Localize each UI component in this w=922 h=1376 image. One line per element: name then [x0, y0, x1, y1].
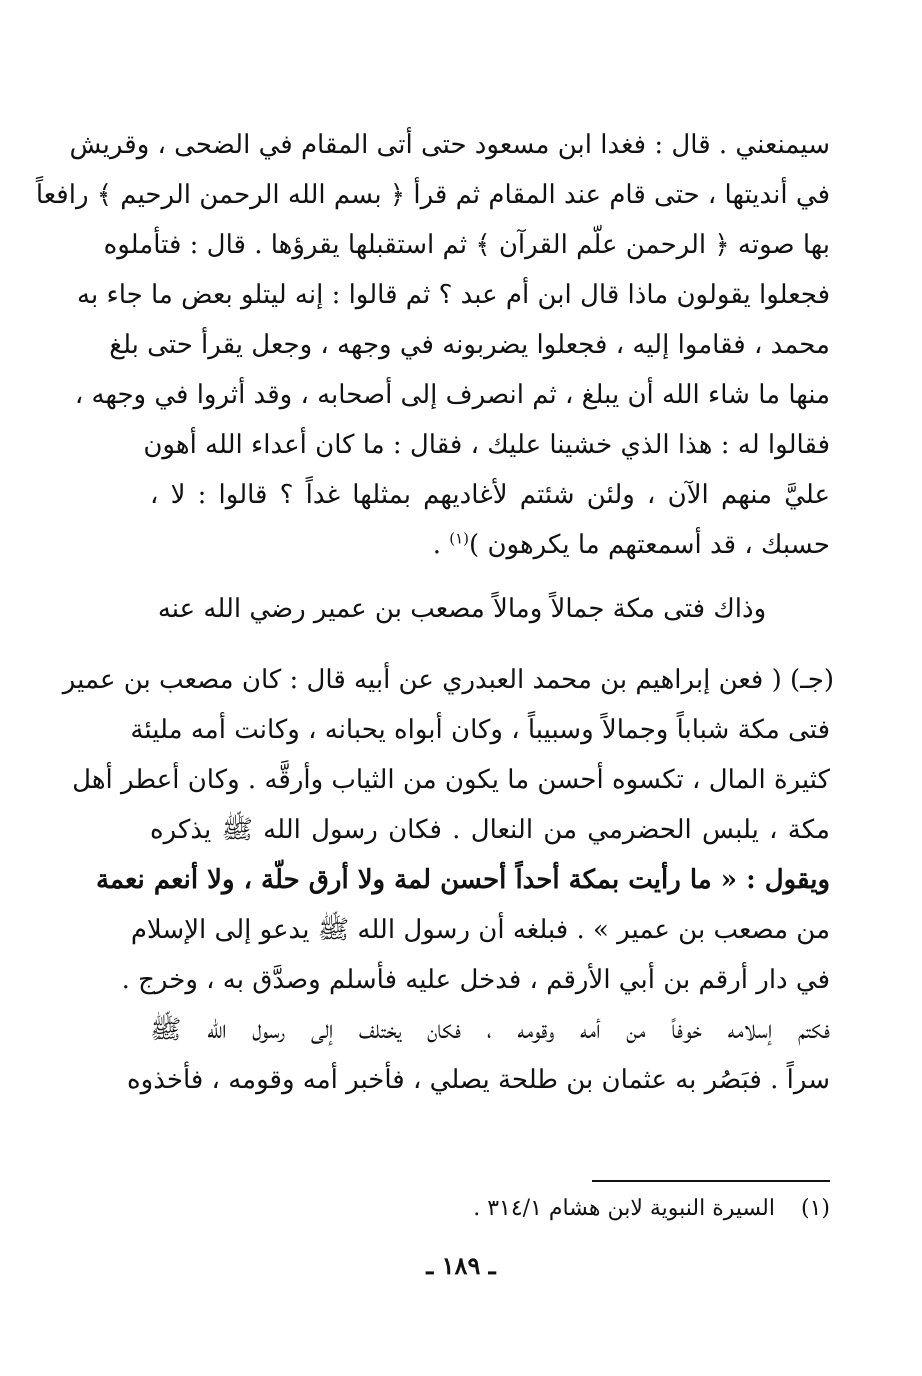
text-line: فجعلوا يقولون ماذا قال ابن أم عبد ؟ ثم قالوا : إنه ليتلو بعض ما جاء به: [77, 280, 830, 310]
page-number: ـ ١٨٩ ـ: [426, 1251, 496, 1280]
text-line: فكتم إسلامه خوفاً من أمه وقومه ، فكان يختلف إلى رسول الله ﷺ: [150, 1015, 830, 1045]
text-line: حسبك ، قد أسمعتهم ما يكرهون ): [469, 530, 830, 560]
footnote-reference: (١): [449, 529, 470, 548]
text-line: من مصعب بن عمير » . فبلغه أن رسول الله ﷺ يدعو إلى الإسلام: [130, 915, 830, 945]
text-line: سراً . فبَصُر به عثمان بن طلحة يصلي ، فأخبر أمه وقومه ، فأخذوه: [127, 1065, 830, 1095]
text-line: منها ما شاء الله أن يبلغ ، ثم انصرف إلى أصحابه ، وقد أثروا في وجهه ،: [74, 380, 830, 410]
text-line: في أنديتها ، حتى قام عند المقام ثم قرأ ﴿ بسم الله الرحمن الرحيم ﴾ رافعاً: [35, 180, 830, 210]
footnote: [230, 1192, 830, 1226]
text-line: عليَّ منهم الآن ، ولئن شئتم لأغاديهم بمثلها غداً ؟ قالوا : لا ،: [150, 480, 830, 510]
text-line: كثيرة المال ، تكسوه أحسن ما يكون من الثياب وأرقَّه . وكان أعطر أهل: [72, 765, 830, 795]
text-line: بها صوته ﴿ الرحمن علّم القرآن ﴾ ثم استقبلها يقرؤها . قال : فتأملوه: [103, 230, 830, 260]
footnote-number: (١): [800, 1196, 830, 1221]
text-line: مكة ، يلبس الحضرمي من النعال . فكان رسول الله ﷺ يذكره: [150, 815, 830, 845]
text-line: فتى مكة شباباً وجمالاً وسبيباً ، وكان أبواه يحبانه ، وكانت أمه مليئة: [130, 715, 830, 745]
text-line-last: [150, 520, 830, 570]
text-line-end: .: [432, 530, 450, 560]
footnote-text: السيرة النبوية لابن هشام ٣١٤/١ .: [473, 1196, 775, 1221]
text-line: في دار أرقم بن أبي الأرقم ، فدخل عليه فأسلم وصدَّق به ، وخرج .: [121, 965, 830, 995]
text-line: ويقول : « ما رأيت بمكة أحداً أحسن لمة ولا أرق حلّة ، ولا أنعم نعمة: [96, 865, 830, 895]
text-line: فقالوا له : هذا الذي خشينا عليك ، فقال : ما كان أعداء الله أهون: [143, 430, 830, 460]
section-heading: وذاك فتى مكة جمالاً ومالاً مصعب بن عمير رضي الله عنه: [157, 594, 767, 624]
text-line: سيمنعني . قال : فغدا ابن مسعود حتى أتى المقام في الضحى ، وقريش: [69, 130, 830, 160]
footnote-divider: [592, 1180, 830, 1182]
text-line: محمد ، فقاموا إليه ، فجعلوا يضربونه في وجهه ، وجعل يقرأ حتى بلغ: [109, 330, 830, 360]
text-line: (جـ) ( فعن إبراهيم بن محمد العبدري عن أبيه قال : كان مصعب بن عمير: [62, 665, 834, 695]
